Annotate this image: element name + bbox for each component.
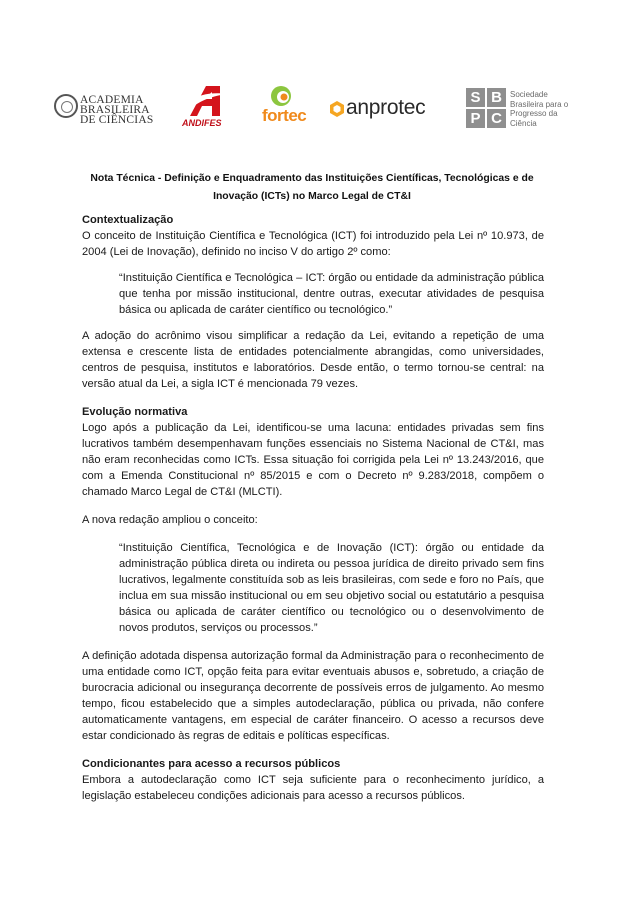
anprotec-hexagon-icon <box>328 100 346 118</box>
logo-bar <box>54 84 590 132</box>
document-title <box>90 170 534 206</box>
sbpc-letter: P <box>466 109 485 128</box>
academia-logo-line: ACADEMIA <box>80 94 144 106</box>
academia-seal-icon <box>54 94 78 118</box>
section-heading-condicionantes: Condicionantes para acesso a recursos públicos <box>82 758 341 770</box>
sbpc-letter: S <box>466 88 485 107</box>
andifes-mark-icon <box>186 84 228 118</box>
block-quote: “Instituição Científica, Tecnológica e de Inovação (ICT): órgão ou entidade da administração pública direta ou indireta ou pessoa jurídica de direito privado sem fins lucrativos, legalmente constituída sob as leis brasileiras, com sede e foro no País, que inclua em sua missão institucional ou em seu objetivo social ou estatutário a pesquisa básica ou aplicada de caráter científico ou tecnológico ou o desenvolvimento de novos produtos, serviços ou processos.” <box>119 542 544 634</box>
paragraph: Logo após a publicação da Lei, identificou-se uma lacuna: entidades privadas sem fins lucrativos também desempenhavam funções essenciais no Sistema Nacional de CT&I, mas não eram reconhecidas como ICTs. Essa situação foi corrigida pela Lei nº 13.243/2016, que com a Emenda Constitucional nº 85/2015 e com o Decreto nº 9.283/2018, compõem o chamado Marco Legal de CT&I (MLCTI). <box>82 422 544 498</box>
title-line: Nota Técnica - Definição e Enquadramento das Instituições Científicas, Tecnológicas e de <box>90 173 534 184</box>
sbpc-letter: B <box>487 88 506 107</box>
section-heading-evolucao: Evolução normativa <box>82 406 188 418</box>
block-quote: “Instituição Científica e Tecnológica – ICT: órgão ou entidade da administração pública que tenha por missão institucional, dentre outras, executar atividades de pesquisa básica ou aplicada de caráter científico ou tecnológico.” <box>119 272 544 316</box>
paragraph: Embora a autodeclaração como ICT seja suficiente para o reconhecimento jurídico, a legislação estabeleceu condições adicionais para acesso a recursos públicos. <box>82 774 544 802</box>
paragraph: A definição adotada dispensa autorização formal da Administração para o reconhecimento de uma entidade como ICT, opção feita para evitar eventuais abusos e, sobretudo, a criação de burocracia adicional ou insegurança decorrente de possíveis erros de julgamento. Ao mesmo tempo, ficou estabelecido que a simples autodeclaração, pública ou privada, não confere automaticamente vantagens, em especial de caráter financeiro. O acesso a recursos deve estar condicionado às regras de editais e políticas específicas. <box>82 650 544 742</box>
anprotec-wordmark: anprotec <box>346 96 426 119</box>
paragraph: O conceito de Instituição Científica e Tecnológica (ICT) foi introduzido pela Lei nº 10.973, de 2004 (Lei de Inovação), definido no inciso V do artigo 2º como: <box>82 230 544 258</box>
andifes-wordmark: ANDIFES <box>182 118 222 128</box>
sbpc-letter: C <box>487 109 506 128</box>
paragraph: A adoção do acrônimo visou simplificar a redação da Lei, evitando a repetição de uma extensa e crescente lista de entidades potencialmente abrangidas, como universidades, centros de pesquisa, institutos e laboratórios. Desde então, o termo tornou-se central: na versão atual da Lei, a sigla ICT é mencionada 79 vezes. <box>82 330 544 390</box>
academia-brasileira-logo <box>54 84 154 132</box>
anprotec-logo <box>324 84 464 132</box>
sbpc-name-line: Progresso da <box>510 109 558 119</box>
sbpc-name-line: Brasileira para o <box>510 99 569 109</box>
sbpc-letter-grid <box>466 88 506 128</box>
andifes-logo <box>182 84 232 132</box>
fortec-wordmark: fortec <box>262 106 307 125</box>
sbpc-name-line: Ciência <box>510 118 537 128</box>
document-body <box>82 212 544 804</box>
sbpc-logo <box>466 84 592 132</box>
academia-logo-line: DE CIÊNCIAS <box>80 114 154 126</box>
fortec-swirl-icon <box>266 85 296 107</box>
fortec-logo <box>258 84 310 132</box>
paragraph: A nova redação ampliou o conceito: <box>82 514 258 526</box>
section-heading-contextualizacao: Contextualização <box>82 214 174 226</box>
sbpc-name <box>510 90 568 128</box>
title-line: Inovação (ICTs) no Marco Legal de CT&I <box>213 191 411 202</box>
academia-logo-line: BRASILEIRA <box>80 104 150 116</box>
sbpc-name-line: Sociedade <box>510 90 548 99</box>
